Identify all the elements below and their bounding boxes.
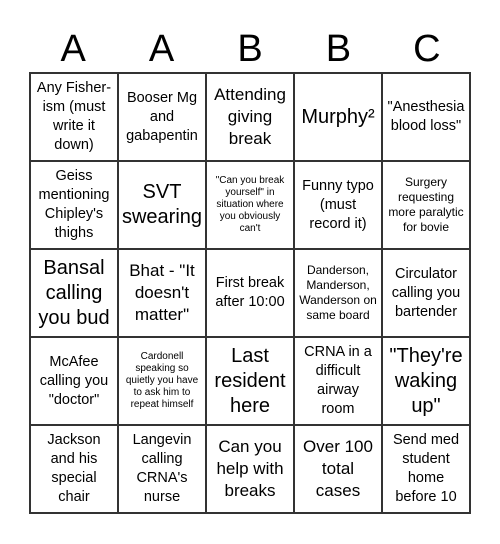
header-letter-2: A: [148, 28, 175, 70]
bingo-cell-16[interactable]: [30, 337, 118, 425]
header-letter-3: B: [237, 28, 263, 70]
bingo-cell-text: SVT swearing: [121, 181, 203, 228]
bingo-cell-text: Jackson and his special chair: [47, 432, 101, 505]
bingo-cell-text: Geiss mentioning Chipley's thighs: [38, 168, 110, 241]
bingo-cell-text: First break after 10:00: [215, 275, 285, 310]
header-letter-5: C: [413, 28, 441, 70]
header-letter-1: A: [60, 28, 86, 70]
bingo-cell-text: Send med student home before 10: [392, 432, 460, 505]
bingo-cell-text: CRNA in a difficult airway room: [304, 344, 372, 417]
bingo-cell-1[interactable]: [30, 73, 118, 161]
bingo-cell-25[interactable]: [382, 425, 470, 513]
bingo-cell-13[interactable]: [206, 249, 294, 337]
bingo-cell-text: "They're waking up": [389, 344, 463, 417]
bingo-cell-20[interactable]: [382, 337, 470, 425]
bingo-cell-23[interactable]: [206, 425, 294, 513]
bingo-cell-24[interactable]: [294, 425, 382, 513]
bingo-cell-3[interactable]: [206, 73, 294, 161]
bingo-cell-8[interactable]: [206, 161, 294, 249]
bingo-cell-12[interactable]: [118, 249, 206, 337]
bingo-cell-text: Surgery requesting more paralytic for bovie: [388, 175, 464, 234]
bingo-cell-text: Funny typo (must record it): [302, 177, 374, 232]
bingo-cell-9[interactable]: [294, 161, 382, 249]
bingo-cell-text: Langevin calling CRNA's nurse: [132, 432, 192, 505]
bingo-cell-text: Murphy²: [301, 105, 375, 128]
bingo-cell-text: Bhat - "It doesn't matter": [129, 261, 195, 324]
bingo-cell-text: Danderson, Manderson, Wanderson on same board: [299, 263, 377, 322]
bingo-header: [29, 26, 471, 72]
bingo-cell-10[interactable]: [382, 161, 470, 249]
bingo-cell-text: Circulator calling you bartender: [391, 265, 461, 320]
bingo-cell-text: Cardonell speaking so quietly you have to ask him to repeat himself: [125, 351, 199, 410]
bingo-cell-18[interactable]: [206, 337, 294, 425]
bingo-cell-19[interactable]: [294, 337, 382, 425]
bingo-cell-17[interactable]: [118, 337, 206, 425]
bingo-cell-text: Booser Mg and gabapentin: [126, 89, 198, 144]
bingo-cell-4[interactable]: [294, 73, 382, 161]
bingo-cell-text: McAfee calling you "doctor": [39, 353, 109, 408]
bingo-cell-text: "Can you break yourself" in situation where you obviously can't: [215, 175, 285, 234]
header-letter-4: B: [325, 28, 352, 70]
bingo-cell-text: Attending giving break: [214, 85, 286, 148]
bingo-cell-text: Any Fisher-ism (must write it down): [36, 80, 112, 153]
bingo-cell-14[interactable]: [294, 249, 382, 337]
bingo-cell-7[interactable]: [118, 161, 206, 249]
bingo-cell-text: "Anesthesia blood loss": [387, 99, 465, 134]
bingo-board: [29, 72, 471, 514]
bingo-cell-15[interactable]: [382, 249, 470, 337]
bingo-cell-2[interactable]: [118, 73, 206, 161]
bingo-cell-11[interactable]: [30, 249, 118, 337]
bingo-cell-text: Can you help with breaks: [216, 437, 284, 500]
bingo-cell-5[interactable]: [382, 73, 470, 161]
bingo-cell-21[interactable]: [30, 425, 118, 513]
bingo-cell-text: Over 100 total cases: [303, 437, 373, 500]
bingo-cell-text: Last resident here: [214, 344, 286, 417]
bingo-cell-text: Bansal calling you bud: [38, 256, 110, 329]
bingo-cell-6[interactable]: [30, 161, 118, 249]
bingo-cell-22[interactable]: [118, 425, 206, 513]
